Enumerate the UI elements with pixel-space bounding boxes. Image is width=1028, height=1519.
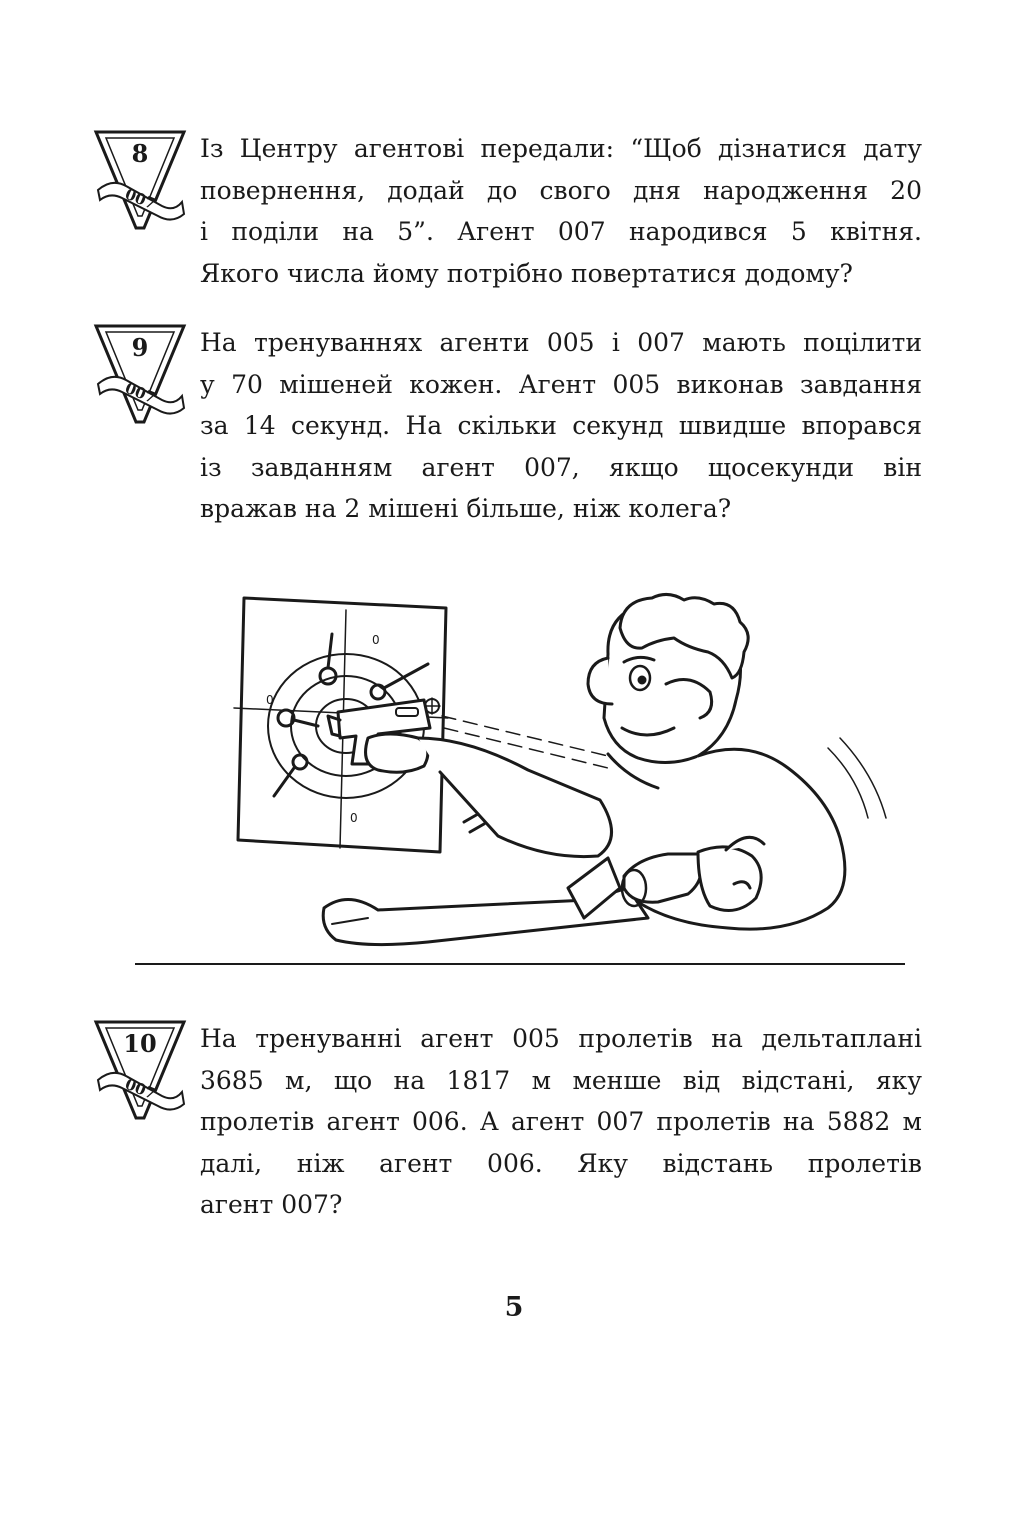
text-line: у 70 мішеней кожен. Агент 005 виконав завдання (200, 369, 922, 399)
text-line: Якого числа йому потрібно повертатися додому? (200, 258, 853, 288)
svg-text:007: 007 (122, 378, 159, 408)
text-line: далі, ніж агент 006. Яку відстань пролетів (200, 1148, 922, 1178)
problem-badge-icon (92, 128, 188, 236)
text-line: 3685 м, що на 1817 м менше від відстані, яку (200, 1065, 922, 1095)
text-line: повернення, додай до свого дня народження 20 (200, 175, 922, 205)
text-line: за 14 секунд. На скільки секунд швидше впорався (200, 411, 922, 440)
section-divider (135, 963, 905, 965)
svg-text:007: 007 (122, 184, 159, 214)
svg-text:007: 007 (122, 1074, 159, 1104)
svg-text:9: 9 (131, 333, 149, 362)
text-line: На тренуванні агент 005 пролетів на дельтаплані (200, 1024, 922, 1053)
agent-shooting-target-illustration (228, 588, 898, 958)
text-line: агент 007? (200, 1190, 343, 1219)
problem-9-text (200, 322, 922, 530)
text-line: і поділи на 5”. Агент 007 народився 5 квітня. (200, 217, 922, 246)
text-line: вражав на 2 мішені більше, ніж колега? (200, 494, 732, 523)
problem-8-text (200, 128, 922, 294)
problem-badge-icon (92, 322, 188, 430)
problem-10-text (200, 1018, 922, 1226)
target-mark: 0 (350, 811, 358, 825)
svg-text:10: 10 (123, 1029, 157, 1058)
page-number: 5 (504, 1292, 524, 1323)
target-mark: 0 (266, 693, 274, 707)
text-line: пролетів агент 006. А агент 007 пролетів на 5882 м (200, 1107, 922, 1136)
text-line: На тренуваннях агенти 005 і 007 мають поцілити (200, 328, 922, 357)
problem-badge-icon (92, 1018, 188, 1126)
text-line: із завданням агент 007, якщо щосекунди він (200, 452, 922, 482)
target-mark: 0 (372, 633, 380, 647)
svg-text:8: 8 (131, 139, 149, 168)
text-line: Із Центру агентові передали: “Щоб дізнатися дату (200, 134, 922, 163)
